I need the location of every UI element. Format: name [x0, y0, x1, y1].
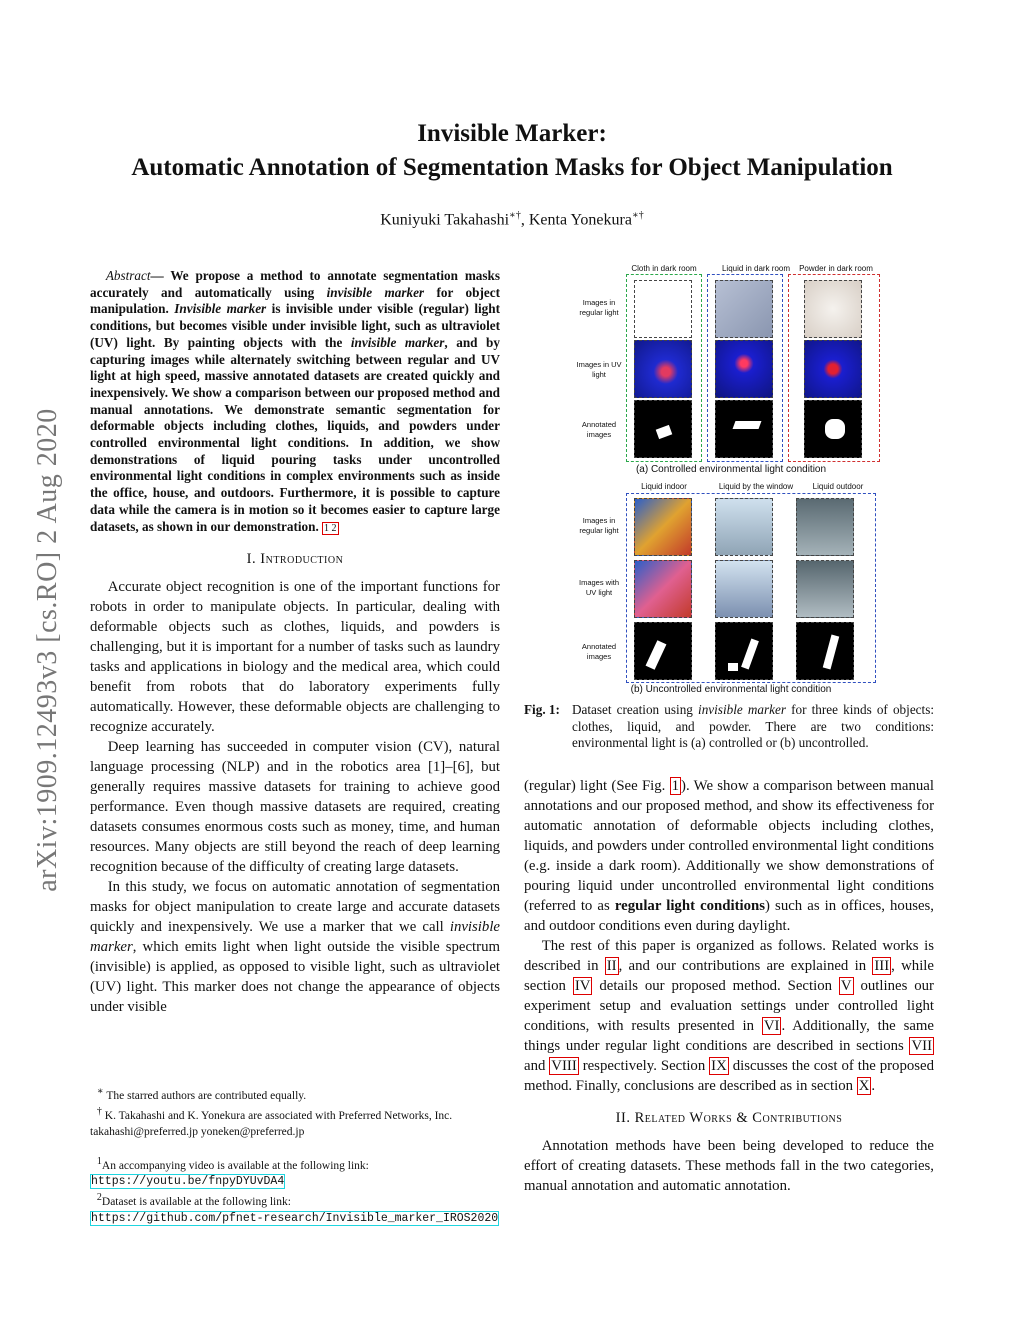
author-affil-mark: ∗† [631, 210, 644, 221]
footnote-2 [90, 1190, 500, 1210]
image-liquid-uv [715, 340, 773, 398]
figure-caption [524, 702, 934, 752]
footnote-mark: † [96, 1105, 102, 1117]
mask-outdoor [796, 622, 854, 680]
intro-emphasis: invisible marker [90, 919, 500, 956]
image-outdoor-regular [796, 498, 854, 556]
body-text: and [524, 1058, 550, 1074]
figure-column-header: Liquid in dark room [721, 264, 791, 273]
figure-row-label: Images in regular light [579, 516, 619, 535]
figure-column-header: Liquid indoor [641, 482, 687, 491]
footnote-text: An accompanying video is available at the following link: [101, 1159, 369, 1172]
section-ref-link[interactable]: V [840, 978, 852, 994]
left-column [90, 268, 500, 1017]
figure-subcaption-b: (b) Uncontrolled environmental light condition [630, 684, 832, 695]
intro-paragraph: Accurate object recognition is one of the important functions for robots in order to manipulate objects. In particular, dealing with deformable objects such as clothes, liquids, and powders is challenging, but it is important for a number of tasks such as laundry tasks and applications in biology and the medical area, which could benefit from robots that do laboratory experiments fully automatically. However, these deformable objects are challenging to recognize accurately. [90, 579, 500, 736]
section-ref-link[interactable]: III [874, 958, 890, 974]
caption-part: Dataset creation using [572, 702, 699, 717]
abstract-text: We propose a method to annotate segmentation masks accurately and automatically using [90, 268, 501, 300]
figure-column-header: Cloth in dark room [631, 264, 697, 273]
figure-row-label: Annotated images [581, 642, 617, 661]
image-powder-uv [804, 340, 862, 398]
mask-indoor [634, 622, 692, 680]
section-ref-link[interactable]: X [858, 1078, 870, 1094]
footnote-link[interactable]: 1 2 [324, 522, 337, 534]
author-name: Kuniyuki Takahashi [380, 211, 510, 229]
right-paragraph: Annotation methods have been being developed to reduce the effort of creating datasets. These methods fall in the two categories, manual annotation and automatic annotation. [524, 1138, 934, 1194]
figure-subcaption-a: (a) Controlled environmental light condition [635, 464, 827, 475]
section-heading-introduction [90, 549, 500, 569]
section-number: II. [615, 1110, 635, 1126]
dataset-link[interactable]: https://github.com/pfnet-research/Invisible_marker_IROS2020 [91, 1212, 499, 1226]
author-name: Kenta Yonekura [528, 211, 632, 229]
figure-column-header: Liquid by the window [718, 482, 794, 491]
intro-paragraph [90, 877, 500, 1017]
footnote-text: K. Takahashi and K. Yonekura are associated with Preferred Networks, Inc. takahashi@preferred.jp yoneken@preferred.jp [90, 1109, 453, 1138]
mask-window [715, 622, 773, 680]
footnote-text: The starred authors are contributed equally. [103, 1089, 307, 1102]
mask-cloth [634, 400, 692, 458]
image-liquid-regular [715, 280, 773, 338]
footnote-star [90, 1084, 500, 1104]
author-list [0, 210, 1024, 229]
image-indoor-uv [634, 560, 692, 618]
body-text: ). We show a comparison between manual annotations and our proposed method, and show its effectiveness for automatic annotation of deformable objects including clothes, liquids, and powders under controlled environmental light conditions (e.g. inside a dark room). Additionally we show demonstrations of pouring liquid under uncontrolled environmental light conditions (referred to as [524, 778, 934, 914]
image-cloth-uv [634, 340, 692, 398]
author-affil-mark: ∗† [509, 210, 521, 221]
figure-row-label: Images with UV light [578, 578, 620, 597]
figure-row-label: Images in regular light [579, 298, 619, 317]
image-window-uv [715, 560, 773, 618]
intro-text: , which emits light when light outside the visible spectrum (invisible) is applied, as opposed to visible light, such as ultraviolet (UV) light. This marker does not change the appearance of objects under visible [90, 939, 500, 1016]
abstract-label: Abstract [105, 268, 151, 283]
mask-liquid [715, 400, 773, 458]
section-ref-link[interactable]: IX [711, 1058, 727, 1074]
intro-text: In this study, we focus on automatic annotation of segmentation masks for object manipulation to create large and accurate datasets quickly and inexpensively. We use a marker that we call [90, 879, 500, 936]
body-text: discusses the cost of the proposed method. Finally, conclusions are described as in section [524, 1058, 934, 1094]
body-text: ) such as in offices, houses, and outdoor conditions even during daylight. [524, 898, 935, 934]
caption-label: Fig. 1: [524, 702, 560, 717]
right-paragraph [524, 936, 934, 1096]
caption-text [572, 702, 934, 752]
video-link[interactable]: https://youtu.be/fnpyDYUvDA4 [91, 1175, 285, 1189]
body-text: . [871, 1078, 876, 1094]
footnote-text: Dataset is available at the following link: [101, 1196, 291, 1209]
paper-title-line2: Automatic Annotation of Segmentation Masks for Object Manipulation [131, 154, 893, 181]
body-text: details our proposed method. Section [592, 978, 839, 994]
footnote-mark: 2 [96, 1192, 102, 1204]
paper-title-line1: Invisible Marker: [417, 120, 607, 147]
intro-paragraph: Deep learning has succeeded in computer vision (CV), natural language processing (NLP) and in the robotics area [1]–[6], but generally requires massive datasets for training to achieve good performance. Even though massive datasets are required, creating datasets consumes enormous costs such as money, time, and human resources. Many objects are still beyond the reach of deep learning recognition because of the difficulty of creating large datasets. [90, 739, 500, 876]
body-text: , and our contributions are explained in [618, 958, 873, 974]
abstract-text: , and by capturing images while alternately switching between regular and UV light at high speed, massive annotated datasets are created quickly and inexpensively. We show a comparison between our proposed method and manual annotations. We demonstrate semantic segmentation for deformable objects including clothes, liquids, and powders under controlled environmental light conditions. In addition, we show demonstrations of liquid pouring tasks under uncontrolled environmental light conditions in complex environments such as inside the office, house, and outdoors. Furthermore, it is possible to capture data while the camera is in motion so it becomes easier to capture large datasets, as shown in our demonstration. [90, 334, 500, 534]
right-column [524, 776, 934, 1196]
body-bold: regular light conditions [614, 898, 766, 914]
author-separator: , [520, 211, 529, 229]
footnote-dagger [90, 1104, 500, 1140]
image-indoor-regular [634, 498, 692, 556]
abstract [90, 268, 500, 537]
abstract-text: for object manipulation. [90, 284, 500, 317]
section-ref-link[interactable]: VIII [551, 1058, 577, 1074]
section-number: I. [246, 551, 261, 568]
caption-part: for three kinds of objects: clothes, liquid, and powder. There are two conditions: environmental light is (a) controlled or (b) uncontrolled. [572, 702, 934, 750]
image-window-regular [715, 498, 773, 556]
section-ref-link[interactable]: VI [763, 1018, 780, 1034]
section-ref-link[interactable]: IV [574, 978, 591, 994]
footnote-mark: ∗ [96, 1086, 104, 1097]
body-text: The rest of this paper is organized as follows. Related works is described in [524, 938, 934, 974]
body-text: outlines our experiment setup and evaluation settings under controlled light conditions, with results presented in [524, 978, 934, 1034]
figure-row-label: Images in UV light [576, 360, 622, 379]
section-heading-related-works [524, 1108, 934, 1128]
footnotes [90, 1084, 500, 1227]
footnote-mark: 1 [96, 1155, 102, 1167]
body-text: . Additionally, the same things under regular light conditions are described in sections [524, 1018, 934, 1054]
figure-column-header: Liquid outdoor [812, 482, 864, 491]
figure-1 [576, 262, 886, 698]
section-ref-link[interactable]: VII [911, 1038, 932, 1054]
footnote-1 [90, 1154, 500, 1174]
image-powder-regular [804, 280, 862, 338]
body-text: respectively. Section [578, 1058, 710, 1074]
body-text: , while section [524, 958, 934, 994]
figure-column-header: Powder in dark room [799, 264, 873, 273]
abstract-text: is invisible under visible (regular) light conditions, but becomes visible under invisible light, such as ultraviolet (UV) light. By painting objects with the [90, 301, 501, 350]
image-outdoor-uv [796, 560, 854, 618]
abstract-emphasis: Invisible marker [174, 301, 267, 317]
abstract-emphasis: invisible marker [326, 284, 425, 300]
body-text: (regular) light (See Fig. [524, 778, 670, 794]
image-cloth-regular [634, 280, 692, 338]
caption-emphasis: invisible marker [698, 702, 786, 717]
abstract-dash: — [150, 268, 171, 283]
arxiv-identifier: arXiv:1909.12493v3 [cs.RO] 2 Aug 2020 [32, 408, 63, 892]
figure-row-label: Annotated images [581, 420, 617, 439]
abstract-emphasis: invisible marker [350, 334, 445, 350]
section-title: Related Works & Contributions [634, 1110, 843, 1126]
mask-powder [804, 400, 862, 458]
section-title: Introduction [260, 551, 344, 568]
figure-ref-link[interactable]: 1 [671, 778, 680, 794]
right-paragraph [524, 776, 934, 936]
section-ref-link[interactable]: II [606, 958, 617, 974]
